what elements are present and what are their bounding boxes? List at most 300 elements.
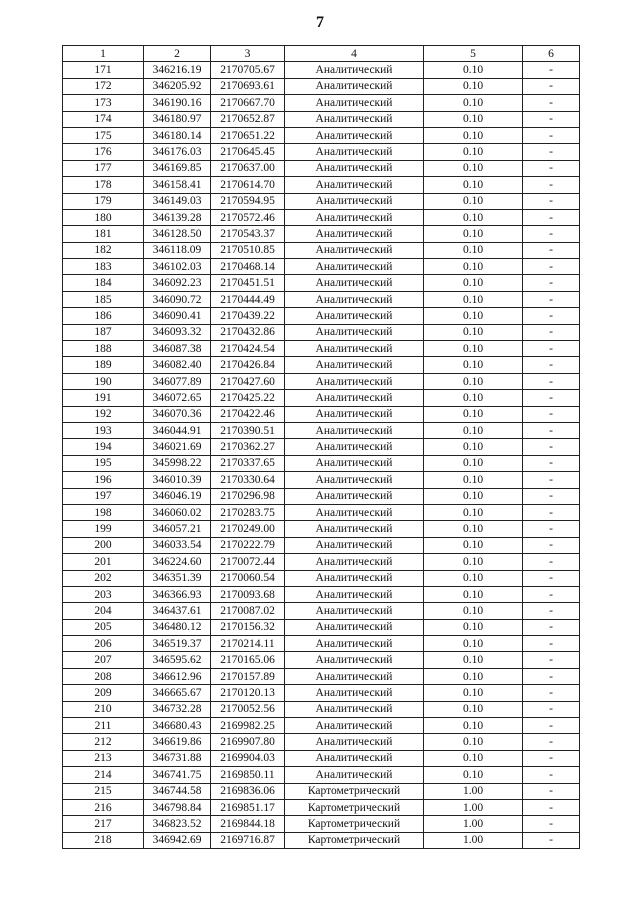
point-number-cell: 210 (63, 701, 144, 717)
method-cell: Аналитический (285, 373, 424, 389)
x-coordinate-cell: 346366.93 (144, 586, 211, 602)
table-row (63, 504, 580, 520)
note-cell: - (523, 685, 580, 701)
point-number-cell: 217 (63, 816, 144, 832)
column-header: 5 (424, 46, 523, 62)
point-number-cell: 173 (63, 95, 144, 111)
method-cell: Аналитический (285, 422, 424, 438)
x-coordinate-cell: 346205.92 (144, 78, 211, 94)
note-cell: - (523, 718, 580, 734)
x-coordinate-cell: 346744.58 (144, 783, 211, 799)
x-coordinate-cell: 346033.54 (144, 537, 211, 553)
y-coordinate-cell: 2170165.06 (211, 652, 285, 668)
note-cell: - (523, 422, 580, 438)
y-coordinate-cell: 2170439.22 (211, 308, 285, 324)
x-coordinate-cell: 346351.39 (144, 570, 211, 586)
x-coordinate-cell: 346169.85 (144, 160, 211, 176)
x-coordinate-cell: 346077.89 (144, 373, 211, 389)
note-cell: - (523, 242, 580, 258)
y-coordinate-cell: 2170432.86 (211, 324, 285, 340)
x-coordinate-cell: 346480.12 (144, 619, 211, 635)
accuracy-cell: 0.10 (424, 636, 523, 652)
accuracy-cell: 0.10 (424, 193, 523, 209)
note-cell: - (523, 341, 580, 357)
y-coordinate-cell: 2170510.85 (211, 242, 285, 258)
table-row (63, 783, 580, 799)
accuracy-cell: 0.10 (424, 439, 523, 455)
accuracy-cell: 0.10 (424, 406, 523, 422)
x-coordinate-cell: 346072.65 (144, 390, 211, 406)
x-coordinate-cell: 346102.03 (144, 259, 211, 275)
accuracy-cell: 0.10 (424, 750, 523, 766)
method-cell: Аналитический (285, 668, 424, 684)
y-coordinate-cell: 2170060.54 (211, 570, 285, 586)
y-coordinate-cell: 2170222.79 (211, 537, 285, 553)
method-cell: Аналитический (285, 341, 424, 357)
y-coordinate-cell: 2170052.56 (211, 701, 285, 717)
y-coordinate-cell: 2170444.49 (211, 291, 285, 307)
point-number-cell: 199 (63, 521, 144, 537)
point-number-cell: 218 (63, 832, 144, 848)
method-cell: Аналитический (285, 537, 424, 553)
note-cell: - (523, 193, 580, 209)
y-coordinate-cell: 2170451.51 (211, 275, 285, 291)
table-row (63, 160, 580, 176)
x-coordinate-cell: 346798.84 (144, 799, 211, 815)
accuracy-cell: 0.10 (424, 177, 523, 193)
x-coordinate-cell: 346046.19 (144, 488, 211, 504)
point-number-cell: 192 (63, 406, 144, 422)
method-cell: Аналитический (285, 488, 424, 504)
table-header (63, 46, 580, 62)
accuracy-cell: 0.10 (424, 291, 523, 307)
header-row (63, 46, 580, 62)
note-cell: - (523, 668, 580, 684)
note-cell: - (523, 472, 580, 488)
accuracy-cell: 0.10 (424, 95, 523, 111)
point-number-cell: 185 (63, 291, 144, 307)
point-number-cell: 186 (63, 308, 144, 324)
column-header: 6 (523, 46, 580, 62)
point-number-cell: 179 (63, 193, 144, 209)
accuracy-cell: 0.10 (424, 226, 523, 242)
accuracy-cell: 0.10 (424, 357, 523, 373)
method-cell: Аналитический (285, 259, 424, 275)
table-row (63, 341, 580, 357)
table-row (63, 537, 580, 553)
note-cell: - (523, 439, 580, 455)
x-coordinate-cell: 346060.02 (144, 504, 211, 520)
y-coordinate-cell: 2169836.06 (211, 783, 285, 799)
table-row (63, 472, 580, 488)
y-coordinate-cell: 2170422.46 (211, 406, 285, 422)
table-row (63, 652, 580, 668)
note-cell: - (523, 455, 580, 471)
point-number-cell: 211 (63, 718, 144, 734)
accuracy-cell: 0.10 (424, 209, 523, 225)
point-number-cell: 188 (63, 341, 144, 357)
y-coordinate-cell: 2170543.37 (211, 226, 285, 242)
accuracy-cell: 0.10 (424, 652, 523, 668)
method-cell: Аналитический (285, 750, 424, 766)
note-cell: - (523, 734, 580, 750)
y-coordinate-cell: 2169850.11 (211, 767, 285, 783)
table-row (63, 324, 580, 340)
method-cell: Аналитический (285, 636, 424, 652)
note-cell: - (523, 783, 580, 799)
table-row (63, 718, 580, 734)
y-coordinate-cell: 2169904.03 (211, 750, 285, 766)
method-cell: Аналитический (285, 193, 424, 209)
note-cell: - (523, 226, 580, 242)
point-number-cell: 198 (63, 504, 144, 520)
x-coordinate-cell: 346595.62 (144, 652, 211, 668)
method-cell: Аналитический (285, 242, 424, 258)
accuracy-cell: 0.10 (424, 586, 523, 602)
point-number-cell: 180 (63, 209, 144, 225)
x-coordinate-cell: 346680.43 (144, 718, 211, 734)
column-header: 4 (285, 46, 424, 62)
x-coordinate-cell: 346190.16 (144, 95, 211, 111)
table-row (63, 619, 580, 635)
column-header: 1 (63, 46, 144, 62)
method-cell: Картометрический (285, 832, 424, 848)
note-cell: - (523, 177, 580, 193)
x-coordinate-cell: 346021.69 (144, 439, 211, 455)
method-cell: Аналитический (285, 685, 424, 701)
y-coordinate-cell: 2170093.68 (211, 586, 285, 602)
note-cell: - (523, 816, 580, 832)
table-row (63, 603, 580, 619)
note-cell: - (523, 209, 580, 225)
x-coordinate-cell: 346057.21 (144, 521, 211, 537)
note-cell: - (523, 275, 580, 291)
x-coordinate-cell: 346519.37 (144, 636, 211, 652)
method-cell: Аналитический (285, 455, 424, 471)
point-number-cell: 187 (63, 324, 144, 340)
accuracy-cell: 0.10 (424, 144, 523, 160)
x-coordinate-cell: 346090.41 (144, 308, 211, 324)
method-cell: Аналитический (285, 718, 424, 734)
y-coordinate-cell: 2170468.14 (211, 259, 285, 275)
y-coordinate-cell: 2170651.22 (211, 127, 285, 143)
accuracy-cell: 0.10 (424, 455, 523, 471)
table-row (63, 226, 580, 242)
accuracy-cell: 1.00 (424, 832, 523, 848)
note-cell: - (523, 308, 580, 324)
point-number-cell: 214 (63, 767, 144, 783)
y-coordinate-cell: 2170426.84 (211, 357, 285, 373)
y-coordinate-cell: 2169907.80 (211, 734, 285, 750)
x-coordinate-cell: 346224.60 (144, 554, 211, 570)
x-coordinate-cell: 346942.69 (144, 832, 211, 848)
point-number-cell: 191 (63, 390, 144, 406)
method-cell: Аналитический (285, 95, 424, 111)
method-cell: Аналитический (285, 308, 424, 324)
method-cell: Аналитический (285, 554, 424, 570)
method-cell: Аналитический (285, 357, 424, 373)
method-cell: Картометрический (285, 799, 424, 815)
method-cell: Картометрический (285, 816, 424, 832)
method-cell: Аналитический (285, 586, 424, 602)
note-cell: - (523, 111, 580, 127)
table-row (63, 95, 580, 111)
y-coordinate-cell: 2170156.32 (211, 619, 285, 635)
table-row (63, 488, 580, 504)
method-cell: Аналитический (285, 144, 424, 160)
x-coordinate-cell: 346128.50 (144, 226, 211, 242)
accuracy-cell: 0.10 (424, 242, 523, 258)
point-number-cell: 216 (63, 799, 144, 815)
table-row (63, 455, 580, 471)
table-row (63, 111, 580, 127)
x-coordinate-cell: 346093.32 (144, 324, 211, 340)
point-number-cell: 205 (63, 619, 144, 635)
table-row (63, 799, 580, 815)
x-coordinate-cell: 346044.91 (144, 422, 211, 438)
y-coordinate-cell: 2170283.75 (211, 504, 285, 520)
accuracy-cell: 0.10 (424, 718, 523, 734)
method-cell: Аналитический (285, 570, 424, 586)
note-cell: - (523, 324, 580, 340)
accuracy-cell: 0.10 (424, 160, 523, 176)
point-number-cell: 193 (63, 422, 144, 438)
accuracy-cell: 0.10 (424, 324, 523, 340)
point-number-cell: 207 (63, 652, 144, 668)
x-coordinate-cell: 346612.96 (144, 668, 211, 684)
accuracy-cell: 0.10 (424, 472, 523, 488)
table-row (63, 209, 580, 225)
method-cell: Аналитический (285, 275, 424, 291)
table-row (63, 586, 580, 602)
accuracy-cell: 0.10 (424, 521, 523, 537)
note-cell: - (523, 537, 580, 553)
table-row (63, 701, 580, 717)
method-cell: Картометрический (285, 783, 424, 799)
x-coordinate-cell: 346216.19 (144, 62, 211, 78)
y-coordinate-cell: 2170637.00 (211, 160, 285, 176)
point-number-cell: 172 (63, 78, 144, 94)
method-cell: Аналитический (285, 78, 424, 94)
accuracy-cell: 0.10 (424, 341, 523, 357)
y-coordinate-cell: 2170087.02 (211, 603, 285, 619)
point-number-cell: 197 (63, 488, 144, 504)
x-coordinate-cell: 345998.22 (144, 455, 211, 471)
table-row (63, 259, 580, 275)
method-cell: Аналитический (285, 209, 424, 225)
coordinates-table (62, 45, 580, 849)
table-row (63, 521, 580, 537)
y-coordinate-cell: 2170693.61 (211, 78, 285, 94)
y-coordinate-cell: 2170120.13 (211, 685, 285, 701)
table-row (63, 291, 580, 307)
table-body (63, 62, 580, 849)
note-cell: - (523, 357, 580, 373)
accuracy-cell: 0.10 (424, 308, 523, 324)
table-row (63, 127, 580, 143)
page-number: 7 (316, 14, 324, 31)
note-cell: - (523, 504, 580, 520)
y-coordinate-cell: 2170296.98 (211, 488, 285, 504)
x-coordinate-cell: 346149.03 (144, 193, 211, 209)
method-cell: Аналитический (285, 160, 424, 176)
y-coordinate-cell: 2170645.45 (211, 144, 285, 160)
x-coordinate-cell: 346087.38 (144, 341, 211, 357)
note-cell: - (523, 832, 580, 848)
note-cell: - (523, 750, 580, 766)
note-cell: - (523, 160, 580, 176)
y-coordinate-cell: 2169844.18 (211, 816, 285, 832)
accuracy-cell: 0.10 (424, 734, 523, 750)
note-cell: - (523, 259, 580, 275)
y-coordinate-cell: 2170214.11 (211, 636, 285, 652)
note-cell: - (523, 799, 580, 815)
point-number-cell: 196 (63, 472, 144, 488)
note-cell: - (523, 406, 580, 422)
y-coordinate-cell: 2170652.87 (211, 111, 285, 127)
y-coordinate-cell: 2169851.17 (211, 799, 285, 815)
x-coordinate-cell: 346176.03 (144, 144, 211, 160)
x-coordinate-cell: 346823.52 (144, 816, 211, 832)
table-row (63, 390, 580, 406)
accuracy-cell: 0.10 (424, 373, 523, 389)
accuracy-cell: 1.00 (424, 816, 523, 832)
method-cell: Аналитический (285, 504, 424, 520)
note-cell: - (523, 373, 580, 389)
method-cell: Аналитический (285, 111, 424, 127)
y-coordinate-cell: 2170362.27 (211, 439, 285, 455)
point-number-cell: 209 (63, 685, 144, 701)
table-row (63, 668, 580, 684)
x-coordinate-cell: 346731.88 (144, 750, 211, 766)
method-cell: Аналитический (285, 652, 424, 668)
point-number-cell: 190 (63, 373, 144, 389)
note-cell: - (523, 127, 580, 143)
note-cell: - (523, 652, 580, 668)
x-coordinate-cell: 346090.72 (144, 291, 211, 307)
y-coordinate-cell: 2170330.64 (211, 472, 285, 488)
point-number-cell: 204 (63, 603, 144, 619)
note-cell: - (523, 586, 580, 602)
accuracy-cell: 0.10 (424, 554, 523, 570)
x-coordinate-cell: 346619.86 (144, 734, 211, 750)
table-row (63, 373, 580, 389)
point-number-cell: 201 (63, 554, 144, 570)
table-row (63, 767, 580, 783)
y-coordinate-cell: 2170390.51 (211, 422, 285, 438)
accuracy-cell: 1.00 (424, 799, 523, 815)
y-coordinate-cell: 2170072.44 (211, 554, 285, 570)
note-cell: - (523, 636, 580, 652)
table-row (63, 734, 580, 750)
point-number-cell: 200 (63, 537, 144, 553)
accuracy-cell: 0.10 (424, 78, 523, 94)
point-number-cell: 195 (63, 455, 144, 471)
y-coordinate-cell: 2170425.22 (211, 390, 285, 406)
point-number-cell: 213 (63, 750, 144, 766)
x-coordinate-cell: 346092.23 (144, 275, 211, 291)
method-cell: Аналитический (285, 701, 424, 717)
point-number-cell: 181 (63, 226, 144, 242)
x-coordinate-cell: 346180.14 (144, 127, 211, 143)
method-cell: Аналитический (285, 177, 424, 193)
y-coordinate-cell: 2170705.67 (211, 62, 285, 78)
method-cell: Аналитический (285, 62, 424, 78)
table-row (63, 636, 580, 652)
accuracy-cell: 0.10 (424, 127, 523, 143)
point-number-cell: 194 (63, 439, 144, 455)
x-coordinate-cell: 346082.40 (144, 357, 211, 373)
accuracy-cell: 1.00 (424, 783, 523, 799)
y-coordinate-cell: 2170424.54 (211, 341, 285, 357)
accuracy-cell: 0.10 (424, 111, 523, 127)
y-coordinate-cell: 2170614.70 (211, 177, 285, 193)
method-cell: Аналитический (285, 439, 424, 455)
column-header: 2 (144, 46, 211, 62)
note-cell: - (523, 570, 580, 586)
note-cell: - (523, 291, 580, 307)
note-cell: - (523, 767, 580, 783)
table-row (63, 78, 580, 94)
table-row (63, 832, 580, 848)
note-cell: - (523, 78, 580, 94)
note-cell: - (523, 390, 580, 406)
accuracy-cell: 0.10 (424, 275, 523, 291)
accuracy-cell: 0.10 (424, 619, 523, 635)
table-row (63, 177, 580, 193)
y-coordinate-cell: 2170337.65 (211, 455, 285, 471)
point-number-cell: 202 (63, 570, 144, 586)
table-row (63, 439, 580, 455)
x-coordinate-cell: 346665.67 (144, 685, 211, 701)
point-number-cell: 183 (63, 259, 144, 275)
accuracy-cell: 0.10 (424, 685, 523, 701)
method-cell: Аналитический (285, 390, 424, 406)
point-number-cell: 177 (63, 160, 144, 176)
method-cell: Аналитический (285, 521, 424, 537)
accuracy-cell: 0.10 (424, 488, 523, 504)
method-cell: Аналитический (285, 226, 424, 242)
method-cell: Аналитический (285, 472, 424, 488)
table-row (63, 816, 580, 832)
y-coordinate-cell: 2170572.46 (211, 209, 285, 225)
table-row (63, 750, 580, 766)
point-number-cell: 208 (63, 668, 144, 684)
method-cell: Аналитический (285, 734, 424, 750)
x-coordinate-cell: 346732.28 (144, 701, 211, 717)
y-coordinate-cell: 2170667.70 (211, 95, 285, 111)
accuracy-cell: 0.10 (424, 603, 523, 619)
point-number-cell: 212 (63, 734, 144, 750)
point-number-cell: 175 (63, 127, 144, 143)
note-cell: - (523, 619, 580, 635)
table-row (63, 357, 580, 373)
y-coordinate-cell: 2169716.87 (211, 832, 285, 848)
point-number-cell: 215 (63, 783, 144, 799)
table-row (63, 685, 580, 701)
point-number-cell: 174 (63, 111, 144, 127)
note-cell: - (523, 62, 580, 78)
accuracy-cell: 0.10 (424, 422, 523, 438)
accuracy-cell: 0.10 (424, 570, 523, 586)
y-coordinate-cell: 2170249.00 (211, 521, 285, 537)
x-coordinate-cell: 346741.75 (144, 767, 211, 783)
note-cell: - (523, 701, 580, 717)
x-coordinate-cell: 346158.41 (144, 177, 211, 193)
table-row (63, 242, 580, 258)
method-cell: Аналитический (285, 603, 424, 619)
accuracy-cell: 0.10 (424, 259, 523, 275)
